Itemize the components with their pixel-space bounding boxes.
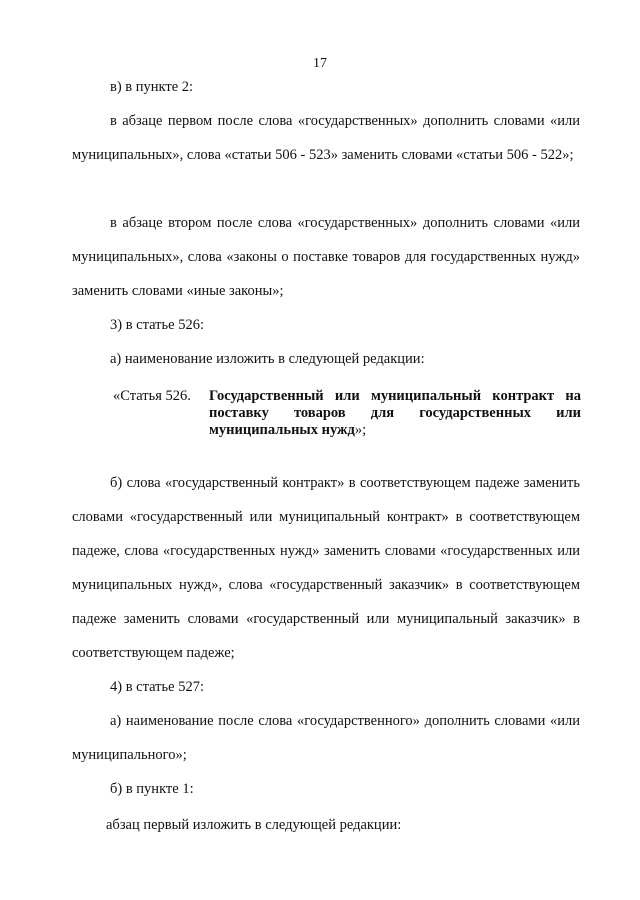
page-number: 17 — [313, 56, 327, 71]
paragraph-name-redaction: а) наименование изложить в следующей редакции: — [110, 351, 425, 367]
article-heading-title-text: Государственный или муниципальный контракт на поставку товаров для государственных или муниципальных нужд — [209, 388, 581, 438]
paragraph-second-abzac: в абзаце втором после слова «государственных» дополнить словами «или муниципальных», слова «законы о поставке товаров для государственных нужд» заменить словами «иные законы»; — [72, 215, 580, 299]
article-heading-title — [209, 388, 581, 439]
article-heading-tail: »; — [354, 422, 367, 438]
paragraph-first-abzac-redaction: абзац первый изложить в следующей редакции: — [106, 817, 402, 833]
paragraph-article-526: 3) в статье 526: — [110, 317, 204, 333]
article-heading — [113, 388, 581, 439]
paragraph-b-words-replace: б) слова «государственный контракт» в соответствующем падеже заменить словами «государственный или муниципальный контракт» в соответствующем падеже, слова «государственных нужд» заменить словами «государственных или муниципальных нужд», слова «государственный заказчик» в соответствующем падеже заменить словами «государственный или муниципальный заказчик» в соответствующем падеже; — [72, 475, 580, 661]
paragraph-b-point-1: б) в пункте 1: — [110, 781, 194, 797]
paragraph-first-abzac: в абзаце первом после слова «государственных» дополнить словами «или муниципальных», слова «статьи 506 - 523» заменить словами «статьи 506 - 522»; — [72, 113, 580, 163]
article-heading-label: «Статья 526. — [113, 388, 191, 404]
paragraph-a-name-527: а) наименование после слова «государственного» дополнить словами «или муниципального»; — [72, 713, 580, 763]
paragraph-v-point-2: в) в пункте 2: — [110, 79, 194, 95]
paragraph-article-527: 4) в статье 527: — [110, 679, 204, 695]
